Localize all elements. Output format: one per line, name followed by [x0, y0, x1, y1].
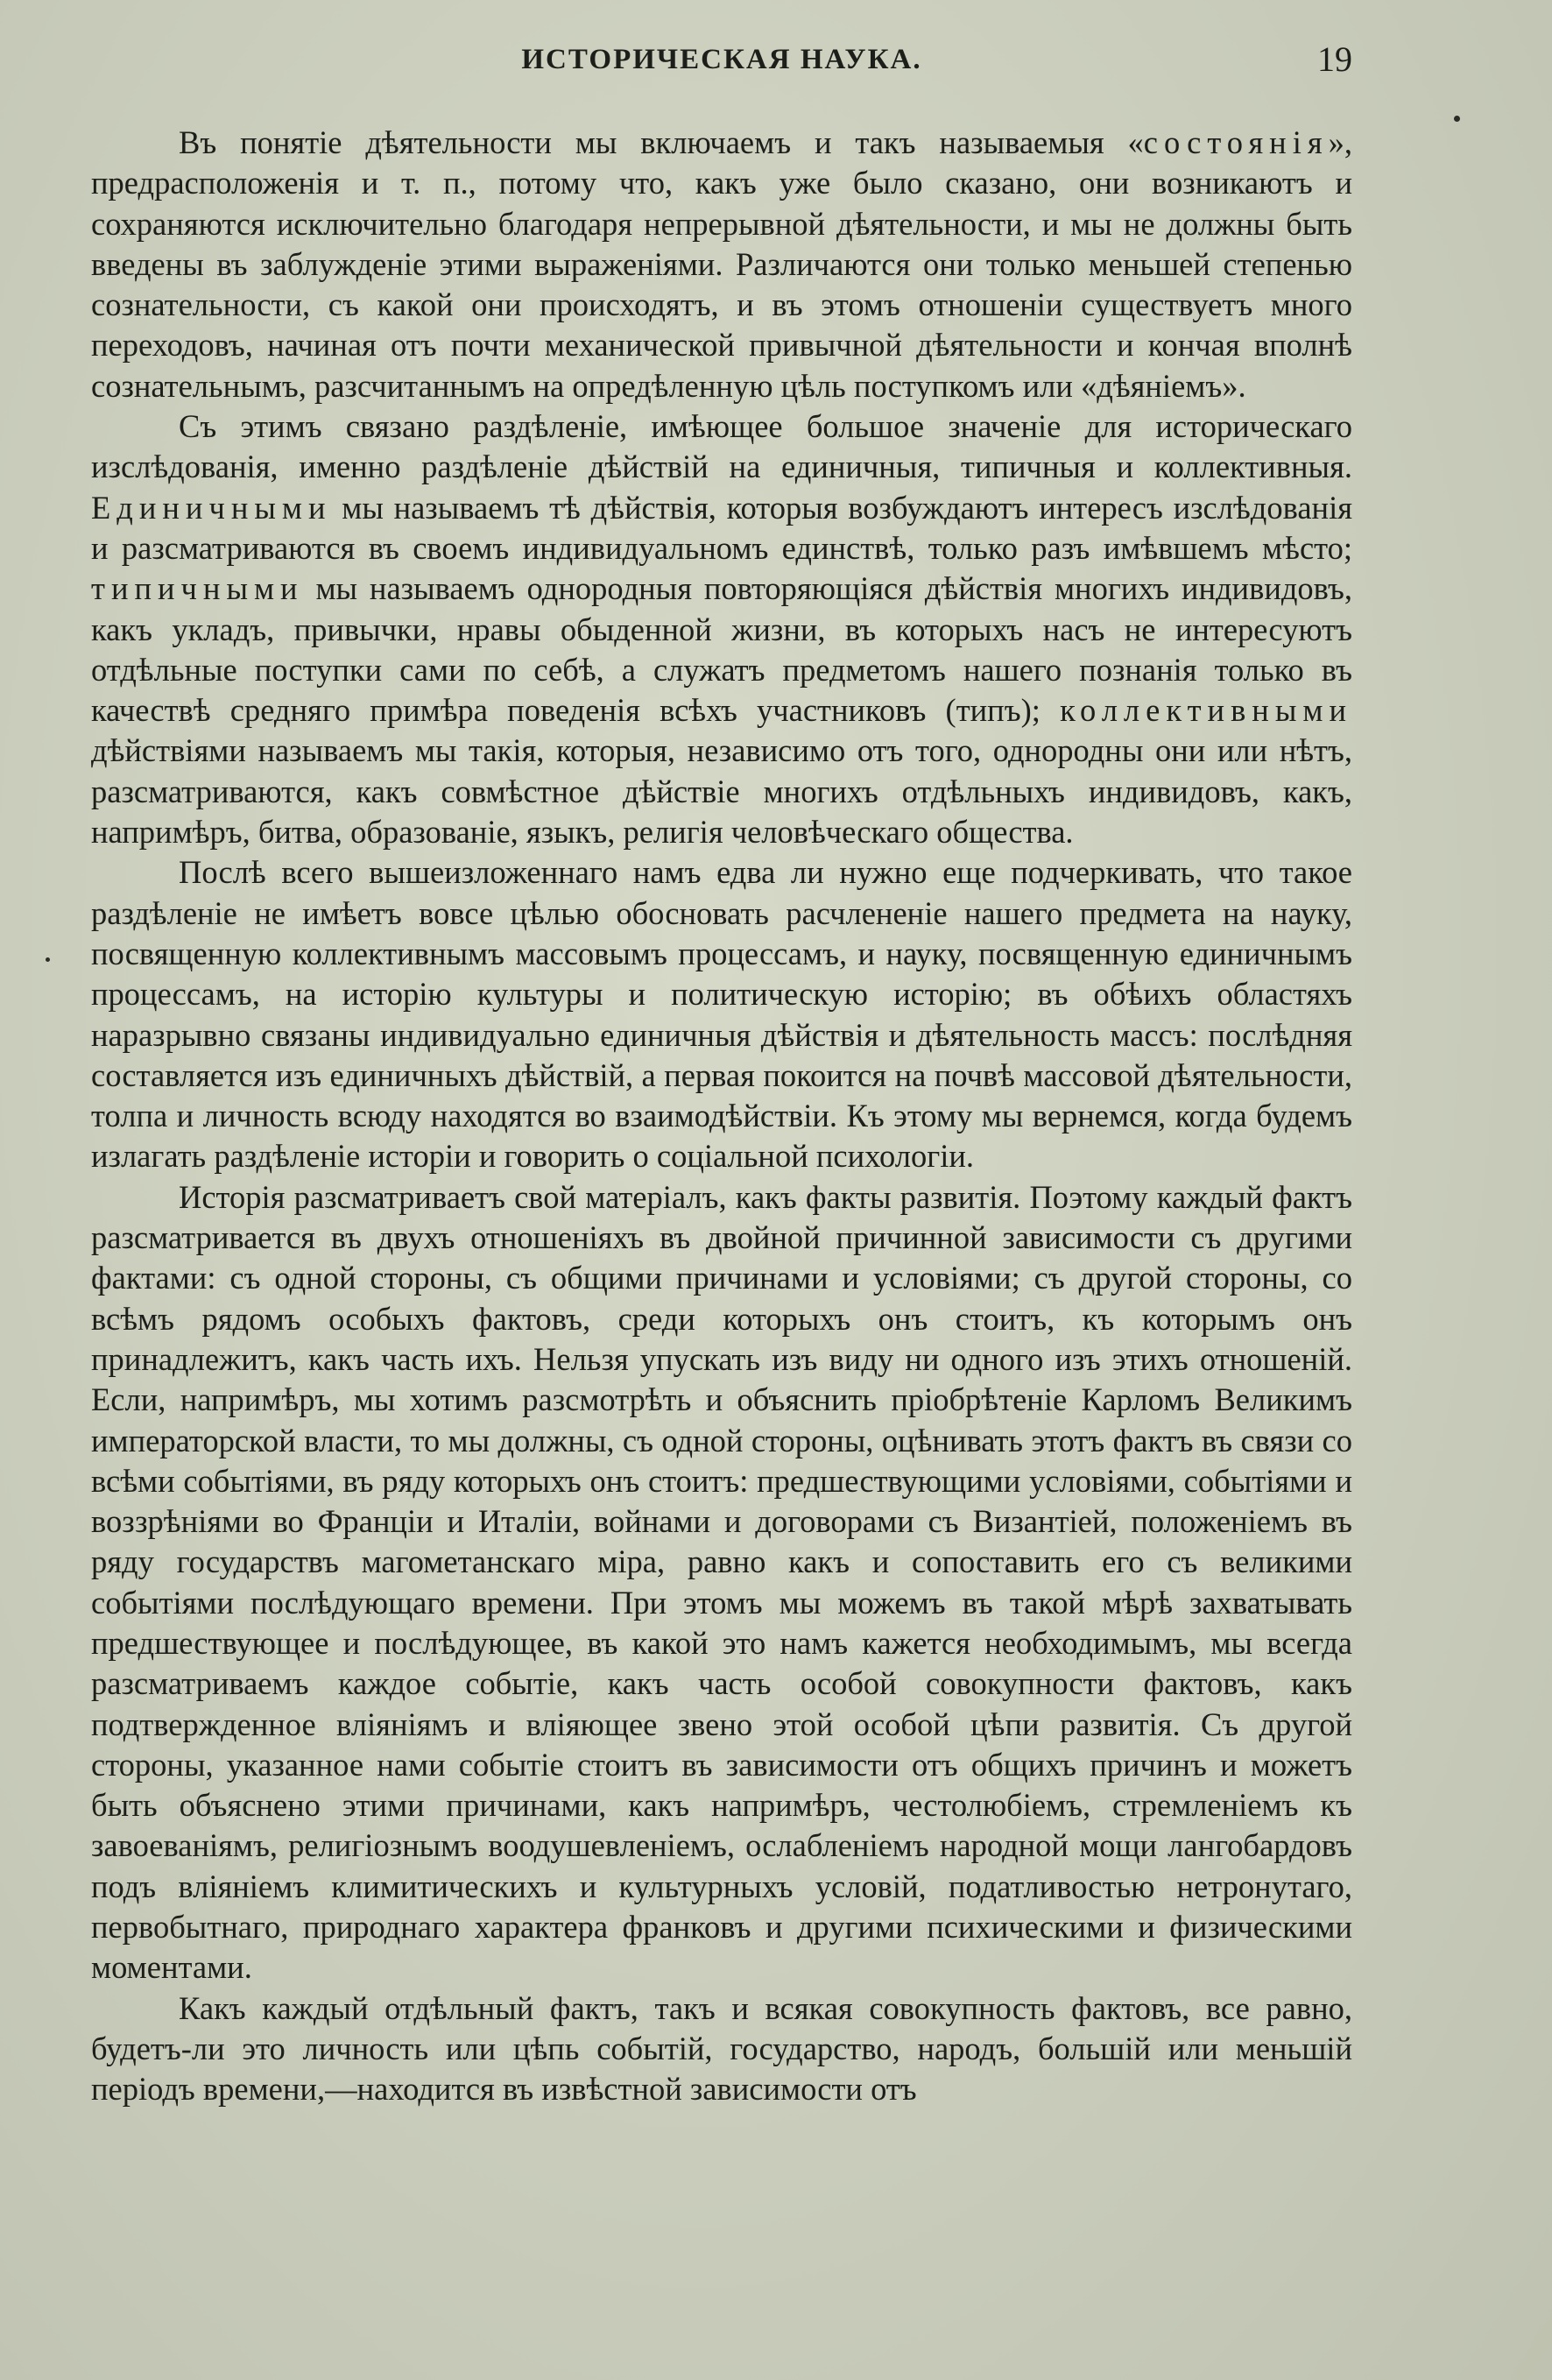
margin-dot-mark — [1454, 116, 1460, 122]
text-run: мы называемъ однородныя повторяющіяся дѣйствія многихъ индивидовъ, какъ укладъ, привычки, нравы обыденной жизни, въ которыхъ насъ не интересуютъ отдѣльные поступки сами по себѣ, а служатъ предметомъ нашего познанія только въ качествѣ средняго примѣра поведенія всѣхъ участниковъ (типъ); — [91, 570, 1352, 729]
text-run: дѣйствіями называемъ мы такія, которыя, независимо отъ того, однородны они или нѣтъ, разсматриваются, какъ совмѣстное дѣйствіе многихъ отдѣльныхъ индивидовъ, какъ, напримѣръ, битва, образованіе, языкъ, религія человѣческаго общества. — [91, 732, 1352, 851]
running-head — [91, 33, 1352, 86]
running-title: ИСТОРИЧЕСКАЯ НАУКА. — [521, 44, 922, 75]
text-column — [91, 123, 1352, 2110]
text-run: Послѣ всего вышеизложеннаго намъ едва ли нужно еще подчеркивать, что такое раздѣленіе не имѣетъ вовсе цѣлью обосновать расчлененіе нашего предмета на науку, посвященную коллективнымъ массовымъ процессамъ, и науку, посвященную единичнымъ процессамъ, на исторію культуры и политическую исторію; въ обѣихъ областяхъ наразрывно связаны индивидуально единичныя дѣйствія и дѣятельность массъ: послѣдняя составляется изъ единичныхъ дѣйствій, а первая покоится на почвѣ массовой дѣятельности, толпа и личность всюду находятся во взаимодѣйствіи. Къ этому мы вернемся, когда будемъ излагать раздѣленіе исторіи и говорить о соціальной психологіи. — [91, 854, 1352, 1175]
text-run: мы называемъ тѣ дѣйствія, которыя возбуждаютъ интересъ изслѣдованія и разсматриваются въ своемъ индивидуальномъ единствѣ, только разъ имѣвшемъ мѣсто; — [91, 489, 1352, 566]
paragraph — [91, 1177, 1352, 1988]
text-run: Исторія разсматриваетъ свой матеріалъ, какъ факты развитія. Поэтому каждый фактъ разсматривается въ двухъ отношеніяхъ въ двойной причинной зависимости съ другими фактами: съ одной стороны, съ общими причинами и условіями; съ другой стороны, со всѣмъ рядомъ особыхъ фактовъ, среди которыхъ онъ стоитъ, къ которымъ онъ принадлежитъ, какъ часть ихъ. Нельзя упускать изъ виду ни одного изъ этихъ отношеній. Если, напримѣръ, мы хотимъ разсмотрѣть и объяснить пріобрѣтеніе Карломъ Великимъ императорской власти, то мы должны, съ одной стороны, оцѣнивать этотъ фактъ въ связи со всѣми событіями, въ ряду которыхъ онъ стоитъ: предшествующими условіями, событіями и воззрѣніями во Франціи и Италіи, войнами и договорами съ Византіей, положеніемъ въ ряду государствъ магометанскаго міра, равно какъ и сопоставить его съ великими событіями послѣдующаго времени. При этомъ мы можемъ въ такой мѣрѣ захватывать предшествующее и послѣдующее, въ какой это намъ кажется необходимымъ, мы всегда разсматриваемъ каждое событіе, какъ часть особой совокупности фактовъ, какъ подтвержденное вліяніямъ и вліяющее звено этой особой цѣпи развитія. Съ другой стороны, указанное нами событіе стоитъ въ зависимости отъ общихъ причинъ и можетъ быть объяснено этими причинами, какъ напримѣръ, честолюбіемъ, стремленіемъ къ завоеваніямъ, религіознымъ воодушевленіемъ, ослабленіемъ народной мощи лангобардовъ подъ вліяніемъ климитическихъ и культурныхъ условій, податливостью нетронутаго, первобытнаго, природнаго характера франковъ и другими психическими и физическими моментами. — [91, 1178, 1352, 1986]
paragraph — [91, 406, 1352, 852]
text-run: Какъ каждый отдѣльный фактъ, такъ и всякая совокупность фактовъ, все равно, будетъ-ли это личность или цѣпь событій, государство, народъ, большій или меньшій періодъ времени,—находится въ извѣстной зависимости отъ — [91, 1989, 1352, 2108]
text-run: Въ понятіе дѣятельности мы включаемъ и такъ называемыя « — [179, 124, 1144, 160]
paragraph — [91, 852, 1352, 1176]
spaced-term: состоянія — [1143, 124, 1329, 160]
paragraph — [91, 123, 1352, 406]
page-number: 19 — [1317, 39, 1352, 79]
margin-dot-mark — [46, 957, 50, 962]
spaced-term: коллективными — [1060, 692, 1352, 729]
paragraph — [91, 1988, 1352, 2110]
text-run: », предрасположенія и т. п., потому что, какъ уже было сказано, они возникаютъ и сохраняются исключительно благодаря непрерывной дѣятельности, и мы не должны быть введены въ заблужденіе этими выраженіями. Различаются они только меньшей степенью сознательности, съ какой они происходятъ, и въ этомъ отношеніи существуетъ много переходовъ, начиная отъ почти механической привычной дѣятельности и кончая вполнѣ сознательнымъ, разсчитаннымъ на опредѣленную цѣль поступкомъ или «дѣяніемъ». — [91, 124, 1352, 404]
spaced-term: типичными — [91, 570, 304, 607]
text-run: Съ этимъ связано раздѣленіе, имѣющее большое значеніе для историческаго изслѣдованія, именно раздѣленіе дѣйствій на единичныя, типичныя и коллективныя. — [91, 408, 1352, 485]
spaced-term: Единичными — [91, 489, 332, 526]
